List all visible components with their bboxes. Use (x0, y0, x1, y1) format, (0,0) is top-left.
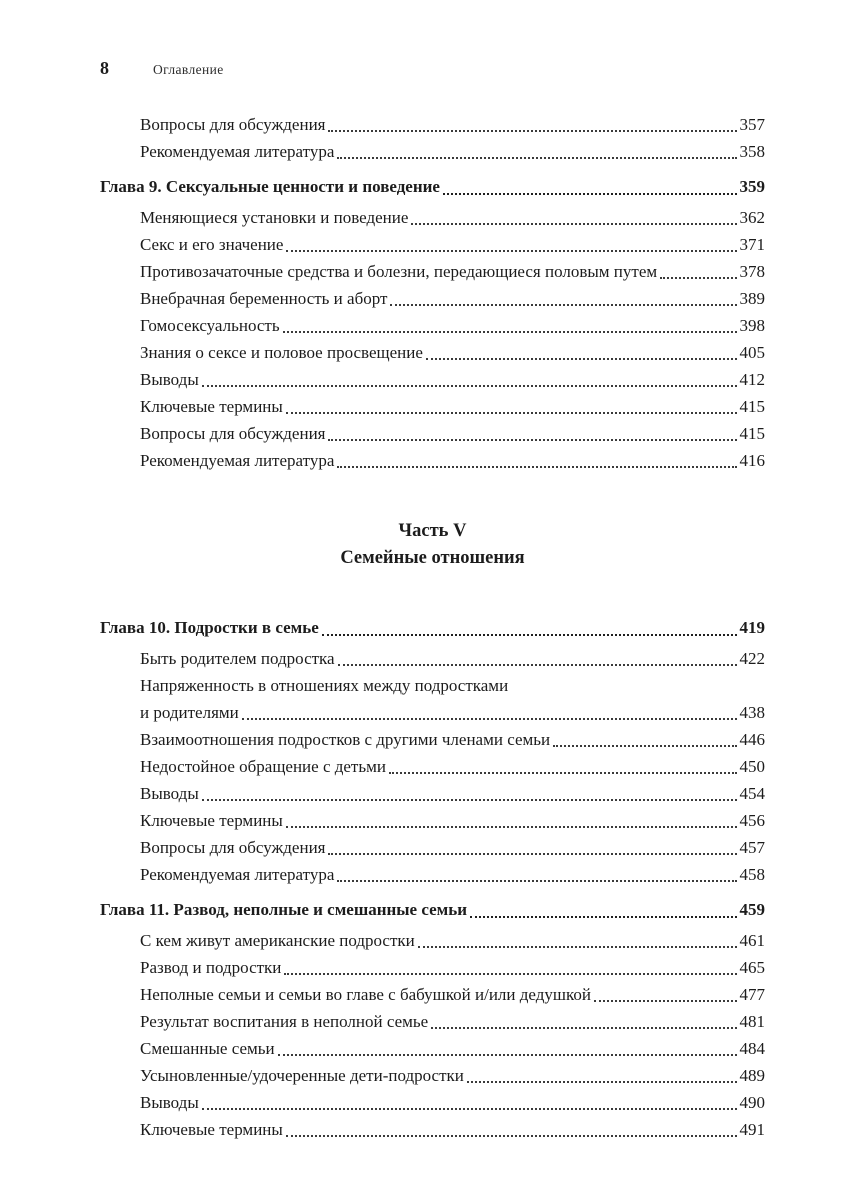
toc-entry-row (100, 954, 765, 981)
toc-entry-row (100, 393, 765, 420)
dot-leader (411, 223, 736, 225)
toc-entry-row (100, 614, 765, 641)
dot-leader (426, 358, 737, 360)
toc-entry-row (100, 339, 765, 366)
dot-leader (328, 853, 736, 855)
toc-entry-title: Знания о сексе и половое просвещение (140, 343, 423, 362)
dot-leader (328, 439, 736, 441)
toc-entry-row (100, 366, 765, 393)
dot-leader (418, 946, 737, 948)
dot-leader (202, 1108, 737, 1110)
toc-entry-page: 362 (739, 208, 765, 227)
toc-entry-row (100, 173, 765, 200)
toc-entry-page: 458 (739, 865, 765, 884)
toc-entry-page: 438 (739, 703, 765, 722)
toc-entry-row (100, 312, 765, 339)
dot-leader (242, 718, 737, 720)
toc-entry-page: 415 (739, 397, 765, 416)
dot-leader (467, 1081, 737, 1083)
toc-entry-title: Развод и подростки (140, 958, 282, 977)
toc-entry-row (100, 927, 765, 954)
toc-entry-row (100, 1089, 765, 1116)
dot-leader (286, 250, 736, 252)
dot-leader (389, 772, 737, 774)
toc-entry-page: 465 (739, 958, 765, 977)
toc-entry-page: 489 (739, 1066, 765, 1085)
toc-entry-title: Результат воспитания в неполной семье (140, 1012, 429, 1031)
toc-entry-title: Вопросы для обсуждения (140, 115, 326, 134)
toc-entry-title: Глава 10. Подростки в семье (100, 618, 319, 637)
toc-entry-row (100, 420, 765, 447)
toc-entry-row (100, 1062, 765, 1089)
toc-entry-page: 378 (739, 262, 765, 281)
toc-entry-title: С кем живут американские подростки (140, 931, 415, 950)
toc-entry-page: 358 (739, 142, 765, 161)
toc-entry-row (100, 138, 765, 165)
dot-leader (286, 826, 737, 828)
toc-entry-title: Напряженность в отношениях между подростками (140, 676, 509, 695)
toc-entry-row (100, 807, 765, 834)
toc-entry-page: 457 (739, 838, 765, 857)
running-head: Оглавление (153, 62, 224, 77)
toc-entry-row (100, 672, 765, 699)
dot-leader (202, 799, 737, 801)
toc-entry-row (100, 447, 765, 474)
toc-entry-page: 359 (739, 177, 765, 196)
dot-leader (553, 745, 736, 747)
dot-leader (390, 304, 736, 306)
dot-leader (284, 973, 736, 975)
toc-entry-title: Вопросы для обсуждения (140, 424, 326, 443)
toc-entry-title: Выводы (140, 1093, 199, 1112)
toc-entry-title: Меняющиеся установки и поведение (140, 208, 409, 227)
toc-entry-row (100, 780, 765, 807)
toc-entry-row (100, 285, 765, 312)
toc-entry-row (100, 896, 765, 923)
toc-entry-page: 398 (739, 316, 765, 335)
toc-entry-page: 419 (739, 618, 765, 637)
toc-entry-title: Рекомендуемая литература (140, 142, 335, 161)
toc-entry-title: и родителями (140, 703, 239, 722)
dot-leader (594, 1000, 737, 1002)
toc-entry-page: 490 (739, 1093, 765, 1112)
toc-entry-row (100, 645, 765, 672)
toc-entry-row (100, 258, 765, 285)
toc-entry-row (100, 861, 765, 888)
dot-leader (283, 331, 737, 333)
dot-leader (660, 277, 736, 279)
toc-entry-title: Ключевые термины (140, 397, 283, 416)
toc-entry-page: 415 (739, 424, 765, 443)
toc-entry-title: Выводы (140, 370, 199, 389)
toc-entry-page: 416 (739, 451, 765, 470)
toc-entry-page: 454 (739, 784, 765, 803)
dot-leader (328, 130, 736, 132)
toc-entry-title: Взаимоотношения подростков с другими членами семьи (140, 730, 551, 749)
dot-leader (286, 412, 737, 414)
part-title: Часть V (398, 521, 467, 541)
toc-entry-row (100, 753, 765, 780)
toc-entry-title: Выводы (140, 784, 199, 803)
toc-entry-page: 371 (739, 235, 765, 254)
toc-entry-page: 459 (739, 900, 765, 919)
toc-entry-title: Усыновленные/удочеренные дети-подростки (140, 1066, 464, 1085)
dot-leader (322, 634, 737, 636)
dot-leader (337, 157, 736, 159)
toc-entry-page: 412 (739, 370, 765, 389)
toc-entry-title: Противозачаточные средства и болезни, передающиеся половым путем (140, 262, 658, 281)
toc-entry-title: Глава 9. Сексуальные ценности и поведение (100, 177, 440, 196)
toc-entry-title: Глава 11. Развод, неполные и смешанные семьи (100, 900, 468, 919)
part-subtitle: Семейные отношения (340, 548, 525, 568)
toc-entry-page: 405 (739, 343, 765, 362)
dot-leader (286, 1135, 737, 1137)
toc-entry-title: Рекомендуемая литература (140, 451, 335, 470)
toc-entry-title: Ключевые термины (140, 1120, 283, 1139)
toc-entry-row (100, 834, 765, 861)
toc-entry-title: Неполные семьи и семьи во главе с бабушкой и/или дедушкой (140, 985, 591, 1004)
toc-entry-title: Смешанные семьи (140, 1039, 275, 1058)
toc-entry-page: 481 (739, 1012, 765, 1031)
toc-entry-row (100, 111, 765, 138)
toc-entry-row (100, 1035, 765, 1062)
toc-entry-row (100, 1008, 765, 1035)
toc-entry-row (100, 1116, 765, 1143)
dot-leader (431, 1027, 736, 1029)
toc-entry-title: Рекомендуемая литература (140, 865, 335, 884)
toc-entry-title: Вопросы для обсуждения (140, 838, 326, 857)
toc-entry-row (100, 726, 765, 753)
page-number: 8 (100, 58, 109, 78)
dot-leader (338, 664, 737, 666)
page-header (100, 58, 765, 79)
toc-entry-title: Секс и его значение (140, 235, 284, 254)
dot-leader (337, 466, 736, 468)
toc-entry-page: 491 (739, 1120, 765, 1139)
toc-entry-page: 456 (739, 811, 765, 830)
toc-entry-page: 389 (739, 289, 765, 308)
toc-entry-title: Недостойное обращение с детьми (140, 757, 386, 776)
dot-leader (443, 193, 737, 195)
toc-entry-page: 461 (739, 931, 765, 950)
toc-entry-page: 477 (739, 985, 765, 1004)
toc-entry-row (100, 981, 765, 1008)
toc-entry-row (100, 204, 765, 231)
part-heading (100, 518, 765, 572)
toc-entry-title: Ключевые термины (140, 811, 283, 830)
dot-leader (202, 385, 737, 387)
dot-leader (470, 916, 736, 918)
toc-entry-page: 450 (739, 757, 765, 776)
toc-entry-page: 446 (739, 730, 765, 749)
dot-leader (278, 1054, 737, 1056)
table-of-contents (100, 111, 765, 1143)
toc-entry-page: 484 (739, 1039, 765, 1058)
toc-entry-page: 357 (739, 115, 765, 134)
toc-entry-page: 422 (739, 649, 765, 668)
toc-entry-row (100, 231, 765, 258)
toc-entry-title: Гомосексуальность (140, 316, 280, 335)
toc-entry-title: Внебрачная беременность и аборт (140, 289, 388, 308)
toc-entry-row (100, 699, 765, 726)
toc-entry-title: Быть родителем подростка (140, 649, 335, 668)
dot-leader (337, 880, 736, 882)
